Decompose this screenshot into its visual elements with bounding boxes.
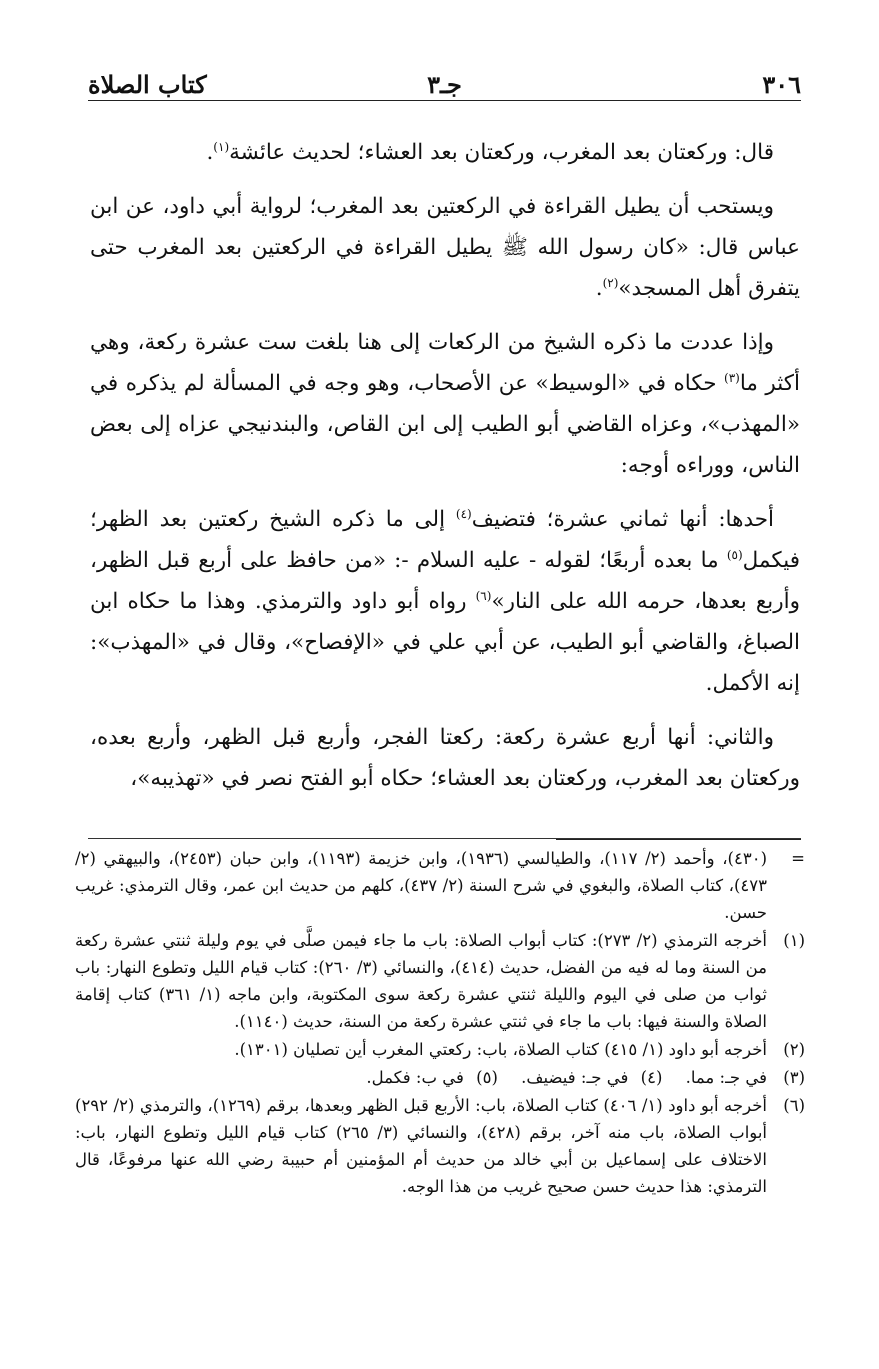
footnote-5 xyxy=(366,1064,498,1091)
footnote-ref-3: (٣) xyxy=(724,370,740,385)
footnote-5-text: في ب: فكمل. xyxy=(366,1068,464,1087)
paragraph-5 xyxy=(90,717,800,799)
book-title: كتاب الصلاة xyxy=(88,70,207,99)
footnote-1-text: أخرجه الترمذي (٢/ ٢٧٣): كتاب أبواب الصلاة: باب ما جاء فيمن صلَّى في يوم وليلة ثنتي عشرة ركعة من السنة وما له فيه من الفضل، حديث (٤١٤)، والنسائي (٣/ ٢٦٠): كتاب قيام الليل وتطوع النهار: باب ثواب من صلى في اليوم والليلة ثنتي عشرة ركعة سوى المكتوبة، وابن ماجه (١/ ٣٦١) كتاب إقامة الصلاة والسنة فيها: باب ما جاء في ثنتي عشرة ركعة من السنة، حديث (١١٤٠). xyxy=(75,931,768,1031)
footnote-4 xyxy=(521,1064,662,1091)
footnote-ref-2: (٢) xyxy=(602,275,619,290)
paragraph-4-part-b: إلى ما ذكره الشيخ ركعتين بعد الظهر؛ فيكمل xyxy=(90,507,800,573)
footnote-ref-4: (٤) xyxy=(455,506,472,521)
paragraph-1-tail: . xyxy=(206,140,214,165)
footnote-5-number: (٥) xyxy=(476,1068,498,1087)
footnotes xyxy=(75,845,805,1201)
footnote-4-number: (٤) xyxy=(640,1068,663,1087)
running-header xyxy=(88,62,801,102)
footnote-1-number: (١) xyxy=(783,931,805,950)
footnote-6 xyxy=(75,1092,805,1200)
paragraph-4-part-a: أحدها: أنها ثماني عشرة؛ فتضيف xyxy=(471,507,774,532)
footnote-continued xyxy=(75,845,805,926)
footnote-6-number: (٦) xyxy=(783,1096,805,1115)
continuation-marker: = xyxy=(791,849,805,868)
paragraph-2-tail: . xyxy=(595,276,603,301)
footnote-ref-5: (٥) xyxy=(726,547,743,562)
footnote-separator xyxy=(88,838,801,839)
paragraph-5-text: والثاني: أنها أربع عشرة ركعة: ركعتا الفجر، وأربع قبل الظهر، وأربع بعده، وركعتان بعد المغرب، وركعتان بعد العشاء؛ حكاه أبو الفتح نصر في «تهذيبه»، xyxy=(90,725,800,791)
header-rule xyxy=(88,100,801,101)
paragraph-4-part-d: رواه أبو داود والترمذي. وهذا ما حكاه ابن الصباغ، والقاضي أبو الطيب، عن أبي علي في «الإفصاح»، وقال في «المهذب»: إنه الأكمل. xyxy=(90,589,800,696)
footnote-1 xyxy=(75,927,805,1035)
paragraph-3-part-b: حكاه في «الوسيط» عن الأصحاب، وهو وجه في المسألة لم يذكره في «المهذب»، وعزاه القاضي أبو الطيب إلى ابن القاص، والبندنيجي عزاه إلى بعض الناس، ووراءه أوجه: xyxy=(90,371,800,478)
paragraph-4 xyxy=(90,499,800,704)
paragraph-3 xyxy=(90,322,800,486)
footnote-ref-6: (٦) xyxy=(475,588,492,603)
paragraph-2-text: ويستحب أن يطيل القراءة في الركعتين بعد المغرب؛ لرواية أبي داود، عن ابن عباس قال: «كان رسول الله ﷺ يطيل القراءة في الركعتين بعد المغرب حتى يتفرق أهل المسجد» xyxy=(90,194,800,301)
footnote-6-text: أخرجه أبو داود (١/ ٤٠٦) كتاب الصلاة، باب: الأربع قبل الظهر وبعدها، برقم (١٢٦٩)، والترمذي (٢/ ٢٩٢) أبواب الصلاة، باب منه آخر، برقم (٤٢٨)، والنسائي (٣/ ٢٦٥) كتاب قيام الليل وتطوع النهار، باب: الاختلاف على إسماعيل بن أبي خالد من حديث أم المؤمنين أم حبيبة رضي الله عنها مرفوعًا، قال الترمذي: هذا حديث حسن صحيح غريب من هذا الوجه. xyxy=(75,1096,767,1196)
footnote-3-4-5 xyxy=(75,1064,805,1091)
footnote-continued-text: (٤٣٠)، وأحمد (٢/ ١١٧)، والطيالسي (١٩٣٦)، وابن خزيمة (١١٩٣)، وابن حبان (٢٤٥٣)، والبيهقي (٢/ ٤٧٣)، كتاب الصلاة، والبغوي في شرح السنة (٢/ ٤٣٧)، كلهم من حديث ابن عمر، وقال الترمذي: غريب حسن. xyxy=(75,849,768,922)
paragraph-1 xyxy=(90,132,800,173)
footnote-2 xyxy=(75,1036,805,1063)
paragraph-2 xyxy=(90,186,800,309)
page-number: ٣٠٦ xyxy=(762,70,801,99)
volume-label: جـ٣ xyxy=(427,70,462,99)
paragraph-1-text: قال: وركعتان بعد المغرب، وركعتان بعد العشاء؛ لحديث عائشة xyxy=(229,140,774,165)
paragraph-4-part-c: ما بعده أربعًا؛ لقوله - عليه السلام -: «من حافظ على أربع قبل الظهر، وأربع بعدها، حرمه الله على النار» xyxy=(90,548,800,614)
footnote-ref-1: (١) xyxy=(213,139,230,154)
footnote-3-text: في جـ: مما. xyxy=(685,1068,767,1087)
main-text xyxy=(90,132,800,812)
footnote-2-number: (٢) xyxy=(783,1040,805,1059)
footnote-2-text: أخرجه أبو داود (١/ ٤١٥) كتاب الصلاة، باب: ركعتي المغرب أين تصليان (١٣٠١). xyxy=(234,1040,767,1059)
footnote-3-number: (٣) xyxy=(783,1068,805,1087)
footnote-4-text: في جـ: فيضيف. xyxy=(521,1068,629,1087)
paragraph-3-part-a: وإذا عددت ما ذكره الشيخ من الركعات إلى هنا بلغت ست عشرة ركعة، وهي أكثر ما xyxy=(90,330,800,396)
